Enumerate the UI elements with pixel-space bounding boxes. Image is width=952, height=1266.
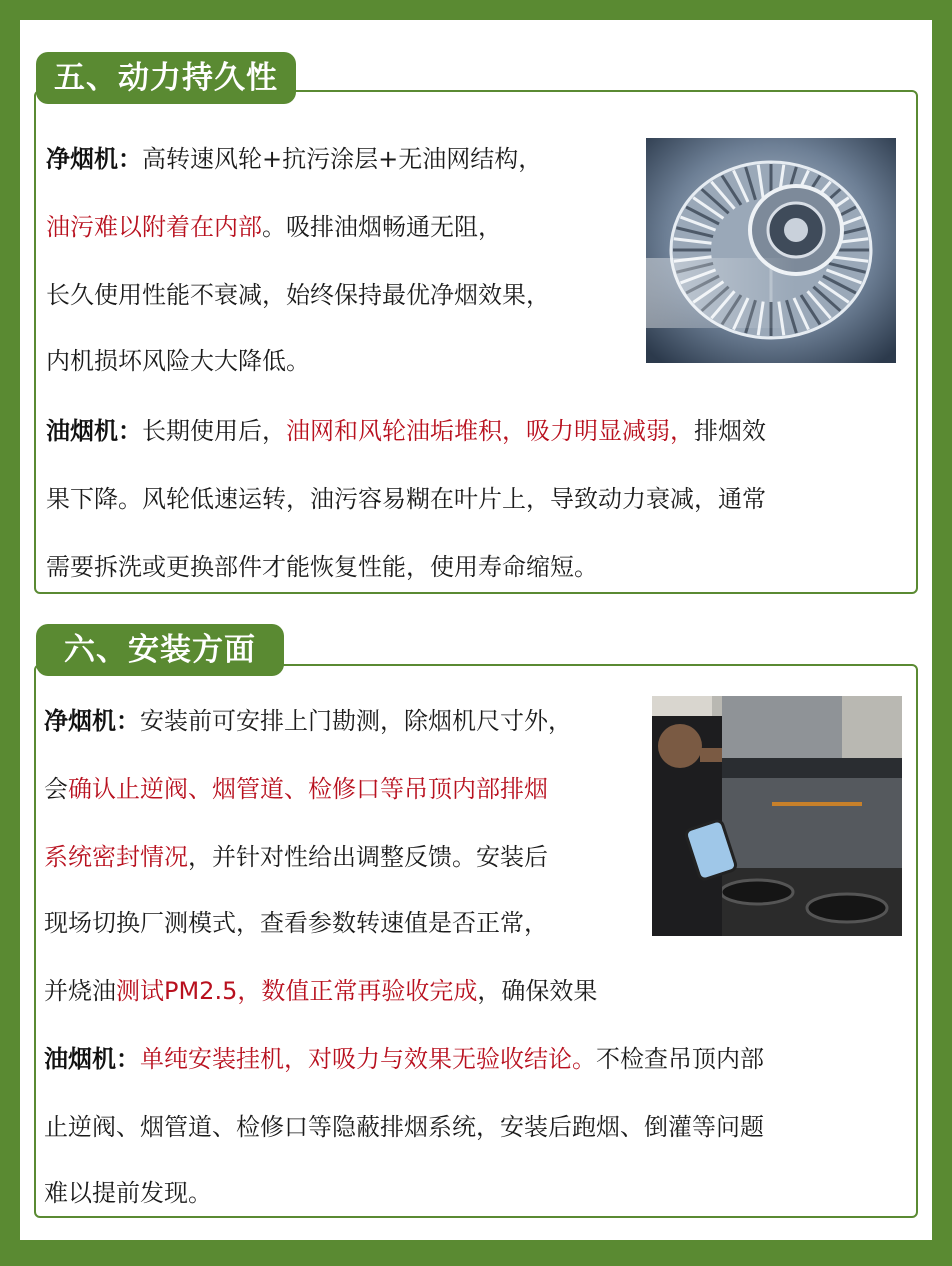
fan-wheel-image [646,138,896,363]
body-text: ，并针对性给出调整反馈。安装后 [188,843,548,871]
section5-line [46,346,310,376]
body-text: 难以提前发现。 [44,1179,212,1207]
body-text: 长久使用性能不衰减，始终保持最优净烟效果， [46,281,550,309]
body-text: 止逆阀、烟管道、检修口等隐蔽排烟系统，安装后跑烟、倒灌等问题 [44,1113,764,1141]
section6-title: 六、安装方面 [36,624,284,676]
body-text: 安装前可安排上门勘测，除烟机尺寸外， [140,707,572,735]
installation-photo [652,696,902,936]
body-text: 需要拆洗或更换部件才能恢复性能，使用寿命缩短。 [46,553,598,581]
highlight-text: 单纯安装挂机，对吸力与效果无验收结论。 [140,1045,596,1073]
page [20,20,932,1240]
label-text: 油烟机： [46,417,142,445]
body-text: 长期使用后， [142,417,286,445]
section5-line [46,144,542,174]
body-text: 高转速风轮+抗污涂层+无油网结构， [142,145,543,173]
body-text: 现场切换厂测模式，查看参数转速值是否正常， [44,909,548,937]
label-text: 净烟机： [44,707,140,735]
highlight-text: 确认止逆阀、烟管道、检修口等吊顶内部排烟 [68,775,548,803]
section5-line [46,552,598,582]
label-text: 净烟机： [46,145,142,173]
range-hood-icon [652,696,902,936]
section6-line [44,976,597,1006]
highlight-text: 油网和风轮油垢堆积，吸力明显减弱， [286,417,694,445]
body-text: 排烟效 [694,417,766,445]
body-text: 不检查吊顶内部 [596,1045,764,1073]
section6-line [44,774,548,804]
body-text: 会 [44,775,68,803]
fan-wheel-icon [646,138,896,363]
body-text: 。吸排油烟畅通无阻， [262,213,502,241]
section5-title: 五、动力持久性 [36,52,296,104]
section6-line [44,842,548,872]
section6-line [44,1178,212,1208]
highlight-text: 测试PM2.5，数值正常再验收完成 [116,977,478,1005]
section5-line [46,416,766,446]
body-text: 并烧油 [44,977,116,1005]
section6-line [44,1044,764,1074]
section6-line [44,1112,764,1142]
body-text: ，确保效果 [477,977,598,1005]
highlight-text: 系统密封情况 [44,843,188,871]
body-text: 果下降。风轮低速运转，油污容易糊在叶片上，导致动力衰减，通常 [46,485,766,513]
section5-line [46,212,502,242]
section6-line [44,908,548,938]
section5-line [46,280,550,310]
section5-line [46,484,766,514]
label-text: 油烟机： [44,1045,140,1073]
body-text: 内机损坏风险大大降低。 [46,347,310,375]
section6-line [44,706,572,736]
highlight-text: 油污难以附着在内部 [46,213,262,241]
